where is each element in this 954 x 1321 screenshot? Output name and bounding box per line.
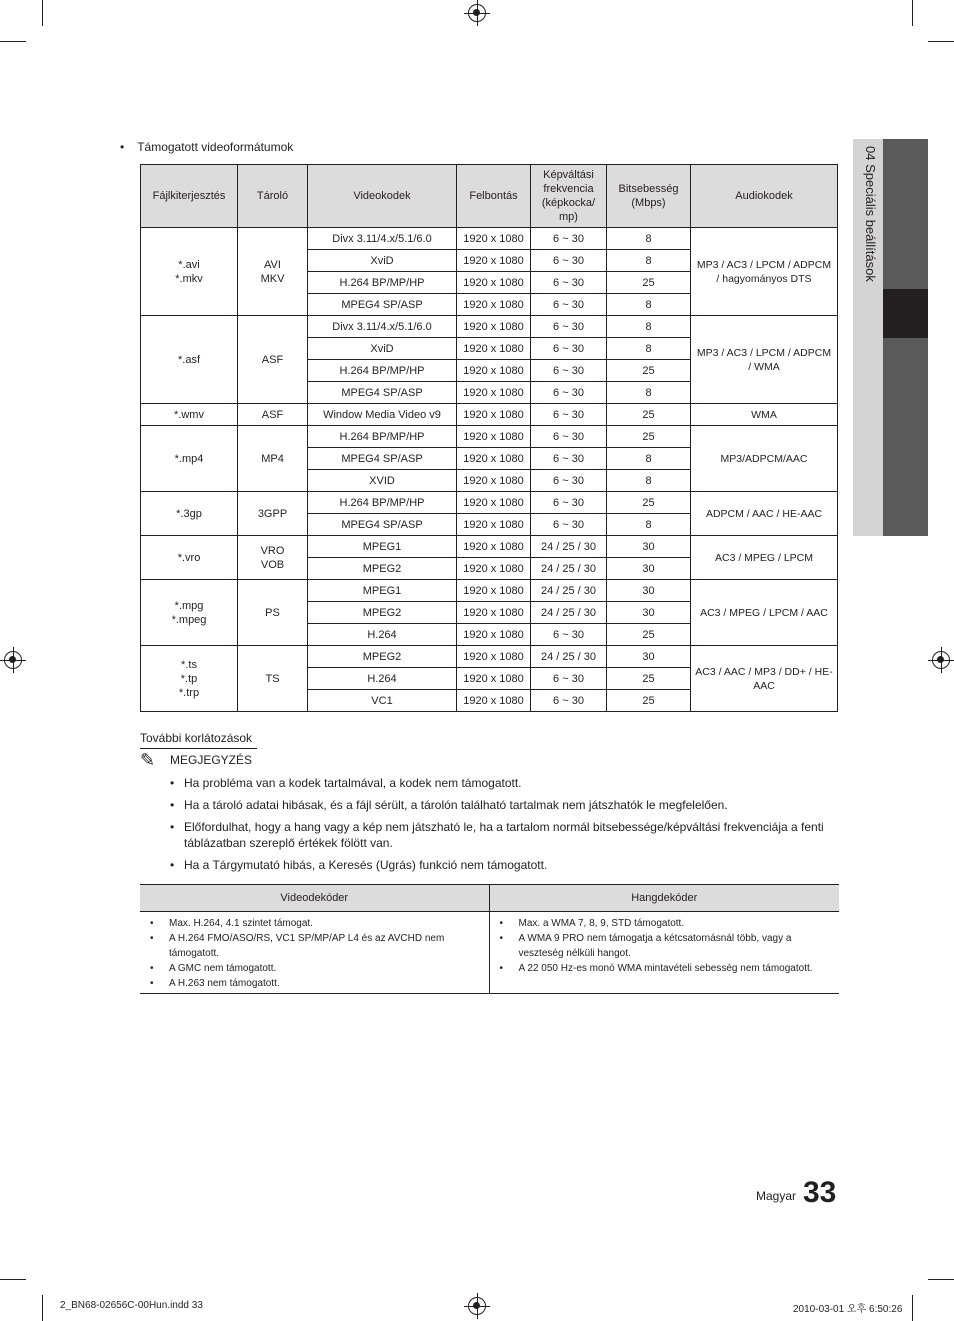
list-item <box>148 931 481 961</box>
bitrate-cell: 25 <box>607 624 691 646</box>
registration-mark-icon <box>468 1297 486 1315</box>
bitrate-cell: 25 <box>607 492 691 514</box>
audio-codec-cell: MP3 / AC3 / LPCM / ADPCM / hagyományos DTS <box>691 228 838 316</box>
resolution-cell: 1920 x 1080 <box>457 602 531 624</box>
resolution-cell: 1920 x 1080 <box>457 580 531 602</box>
bitrate-cell: 30 <box>607 580 691 602</box>
column-header: Tároló <box>238 165 308 228</box>
video-formats-table <box>140 164 838 712</box>
bitrate-cell: 25 <box>607 690 691 712</box>
column-header: Képváltási frekvencia (képkocka/ mp) <box>531 165 607 228</box>
table-row <box>141 646 838 668</box>
table-row <box>141 580 838 602</box>
table-row <box>141 316 838 338</box>
container-cell: ASF <box>238 316 308 404</box>
crop-mark <box>0 1279 26 1280</box>
bitrate-cell: 25 <box>607 360 691 382</box>
chapter-tab-band <box>883 338 928 536</box>
bitrate-cell: 30 <box>607 536 691 558</box>
extension-cell: *.mpg *.mpeg <box>141 580 238 646</box>
list-item <box>498 916 832 931</box>
container-cell: 3GPP <box>238 492 308 536</box>
container-cell: MP4 <box>238 426 308 492</box>
list-item <box>498 931 832 961</box>
note-text: Ha a tároló adatai hibásak, és a fájl sérült, a tárolón található tartalmak nem játszhatók le megfelelően. <box>184 798 728 812</box>
item-text: Max. H.264, 4.1 szintet támogat. <box>169 918 313 929</box>
video-codec-cell: Divx 3.11/4.x/5.1/6.0 <box>308 316 457 338</box>
resolution-cell: 1920 x 1080 <box>457 360 531 382</box>
frame-rate-cell: 6 ~ 30 <box>531 470 607 492</box>
bitrate-cell: 8 <box>607 294 691 316</box>
video-codec-cell: MPEG1 <box>308 580 457 602</box>
resolution-cell: 1920 x 1080 <box>457 470 531 492</box>
bitrate-cell: 30 <box>607 558 691 580</box>
note-text: Ha probléma van a kodek tartalmával, a kodek nem támogatott. <box>184 776 522 790</box>
frame-rate-cell: 6 ~ 30 <box>531 426 607 448</box>
bitrate-cell: 8 <box>607 316 691 338</box>
frame-rate-cell: 24 / 25 / 30 <box>531 580 607 602</box>
table-header-row <box>141 165 838 228</box>
video-codec-cell: XviD <box>308 250 457 272</box>
audio-codec-cell: AC3 / MPEG / LPCM <box>691 536 838 580</box>
item-text: A H.263 nem támogatott. <box>169 978 280 989</box>
bullet-icon: • <box>150 918 154 929</box>
bitrate-cell: 25 <box>607 272 691 294</box>
registration-mark-icon <box>468 4 486 22</box>
note-label: MEGJEGYZÉS <box>170 753 253 767</box>
resolution-cell: 1920 x 1080 <box>457 404 531 426</box>
column-header: Videodekóder <box>140 885 489 912</box>
video-codec-cell: H.264 <box>308 668 457 690</box>
list-item <box>498 961 832 976</box>
table-row <box>140 912 839 994</box>
extension-cell: *.asf <box>141 316 238 404</box>
list-item <box>170 857 830 873</box>
bitrate-cell: 8 <box>607 448 691 470</box>
video-codec-cell: Window Media Video v9 <box>308 404 457 426</box>
resolution-cell: 1920 x 1080 <box>457 316 531 338</box>
bullet-icon: • <box>150 963 154 974</box>
video-codec-cell: H.264 BP/MP/HP <box>308 360 457 382</box>
frame-rate-cell: 6 ~ 30 <box>531 668 607 690</box>
bitrate-cell: 8 <box>607 250 691 272</box>
resolution-cell: 1920 x 1080 <box>457 536 531 558</box>
section-title: További korlátozások <box>140 731 253 745</box>
extension-cell: *.vro <box>141 536 238 580</box>
frame-rate-cell: 6 ~ 30 <box>531 624 607 646</box>
bitrate-cell: 30 <box>607 602 691 624</box>
bitrate-cell: 25 <box>607 426 691 448</box>
registration-mark-icon <box>932 651 950 669</box>
frame-rate-cell: 6 ~ 30 <box>531 404 607 426</box>
page-number: 33 <box>803 1176 837 1209</box>
resolution-cell: 1920 x 1080 <box>457 690 531 712</box>
extension-cell: *.ts *.tp *.trp <box>141 646 238 712</box>
audio-codec-cell: AC3 / MPEG / LPCM / AAC <box>691 580 838 646</box>
bitrate-cell: 25 <box>607 668 691 690</box>
frame-rate-cell: 24 / 25 / 30 <box>531 602 607 624</box>
bullet-icon: • <box>499 933 504 944</box>
video-codec-cell: H.264 <box>308 624 457 646</box>
crop-mark <box>928 41 954 42</box>
container-cell: TS <box>238 646 308 712</box>
video-codec-cell: Divx 3.11/4.x/5.1/6.0 <box>308 228 457 250</box>
bitrate-cell: 30 <box>607 646 691 668</box>
bullet-icon: • <box>499 918 504 929</box>
resolution-cell: 1920 x 1080 <box>457 382 531 404</box>
item-text: A 22 050 Hz-es monó WMA mintavételi sebesség nem támogatott. <box>518 963 813 974</box>
pencil-note-icon: ✎ <box>140 750 156 770</box>
item-text: A GMC nem támogatott. <box>169 963 277 974</box>
container-cell: PS <box>238 580 308 646</box>
resolution-cell: 1920 x 1080 <box>457 338 531 360</box>
formats-intro-text: Támogatott videoformátumok <box>137 140 294 154</box>
video-codec-cell: MPEG2 <box>308 602 457 624</box>
print-slug-datetime: 2010-03-01 오후 6:50:26 <box>793 1304 903 1315</box>
video-codec-cell: MPEG4 SP/ASP <box>308 514 457 536</box>
table-header-row <box>140 885 839 912</box>
notes-list <box>170 775 830 879</box>
table-row <box>141 404 838 426</box>
frame-rate-cell: 6 ~ 30 <box>531 272 607 294</box>
note-text: Előfordulhat, hogy a hang vagy a kép nem játszható le, ha a tartalom normál bitsebessége/képváltási frekvenciája a fenti táblázatban szereplő értékek fölött van. <box>184 820 824 850</box>
chapter-tab-band <box>883 139 928 289</box>
column-header: Bitsebesség (Mbps) <box>607 165 691 228</box>
frame-rate-cell: 24 / 25 / 30 <box>531 646 607 668</box>
bullet-icon: • <box>499 963 504 974</box>
resolution-cell: 1920 x 1080 <box>457 624 531 646</box>
column-header: Fájlkiterjesztés <box>141 165 238 228</box>
item-text: Max. a WMA 7, 8, 9, STD támogatott. <box>518 918 685 929</box>
bitrate-cell: 8 <box>607 382 691 404</box>
video-codec-cell: XVID <box>308 470 457 492</box>
extension-cell: *.3gp <box>141 492 238 536</box>
bullet-icon: • <box>120 140 125 154</box>
video-codec-cell: H.264 BP/MP/HP <box>308 492 457 514</box>
registration-mark-icon <box>4 651 22 669</box>
video-codec-cell: MPEG2 <box>308 558 457 580</box>
bitrate-cell: 8 <box>607 228 691 250</box>
resolution-cell: 1920 x 1080 <box>457 558 531 580</box>
bullet-icon: • <box>170 820 175 834</box>
item-text: A H.264 FMO/ASO/RS, VC1 SP/MP/AP L4 és az AVCHD nem támogatott. <box>169 933 445 959</box>
extension-cell: *.mp4 <box>141 426 238 492</box>
resolution-cell: 1920 x 1080 <box>457 228 531 250</box>
video-codec-cell: MPEG2 <box>308 646 457 668</box>
frame-rate-cell: 24 / 25 / 30 <box>531 536 607 558</box>
extension-cell: *.wmv <box>141 404 238 426</box>
frame-rate-cell: 6 ~ 30 <box>531 492 607 514</box>
table-row <box>141 492 838 514</box>
crop-mark <box>928 1279 954 1280</box>
list-item <box>170 819 830 851</box>
bullet-icon: • <box>170 798 175 812</box>
audio-codec-cell: ADPCM / AAC / HE-AAC <box>691 492 838 536</box>
footer-language: Magyar <box>756 1189 797 1203</box>
list-item <box>170 775 830 791</box>
video-decoder-cell <box>140 912 489 994</box>
frame-rate-cell: 6 ~ 30 <box>531 228 607 250</box>
resolution-cell: 1920 x 1080 <box>457 448 531 470</box>
table-row <box>141 536 838 558</box>
bitrate-cell: 8 <box>607 514 691 536</box>
frame-rate-cell: 6 ~ 30 <box>531 294 607 316</box>
bullet-icon: • <box>150 933 154 944</box>
frame-rate-cell: 24 / 25 / 30 <box>531 558 607 580</box>
table-row <box>141 426 838 448</box>
list-item <box>148 976 481 991</box>
crop-mark <box>42 1295 43 1321</box>
video-codec-cell: VC1 <box>308 690 457 712</box>
chapter-title: 04 Speciális beállítások <box>863 146 878 282</box>
formats-intro <box>120 140 293 154</box>
video-codec-cell: XviD <box>308 338 457 360</box>
note-text: Ha a Tárgymutató hibás, a Keresés (Ugrás) funkció nem támogatott. <box>184 858 548 872</box>
bitrate-cell: 8 <box>607 338 691 360</box>
bitrate-cell: 8 <box>607 470 691 492</box>
resolution-cell: 1920 x 1080 <box>457 294 531 316</box>
chapter-tab-active-marker <box>883 289 928 338</box>
resolution-cell: 1920 x 1080 <box>457 514 531 536</box>
frame-rate-cell: 6 ~ 30 <box>531 316 607 338</box>
audio-codec-cell: MP3 / AC3 / LPCM / ADPCM / WMA <box>691 316 838 404</box>
table-row <box>141 228 838 250</box>
list-item <box>170 797 830 813</box>
crop-mark <box>912 1295 913 1321</box>
column-header: Hangdekóder <box>489 885 839 912</box>
decoder-table <box>140 884 839 994</box>
frame-rate-cell: 6 ~ 30 <box>531 690 607 712</box>
crop-mark <box>0 41 26 42</box>
container-cell: ASF <box>238 404 308 426</box>
container-cell: VRO VOB <box>238 536 308 580</box>
frame-rate-cell: 6 ~ 30 <box>531 448 607 470</box>
bullet-icon: • <box>150 978 154 989</box>
frame-rate-cell: 6 ~ 30 <box>531 360 607 382</box>
extension-cell: *.avi *.mkv <box>141 228 238 316</box>
item-text: A WMA 9 PRO nem támogatja a kétcsatornásnál több, vagy a veszteség nélküli hangot. <box>518 933 792 959</box>
list-item <box>148 961 481 976</box>
audio-codec-cell: AC3 / AAC / MP3 / DD+ / HE-AAC <box>691 646 838 712</box>
video-codec-cell: H.264 BP/MP/HP <box>308 426 457 448</box>
audio-codec-cell: MP3/ADPCM/AAC <box>691 426 838 492</box>
audio-codec-cell: WMA <box>691 404 838 426</box>
bullet-icon: • <box>170 776 175 790</box>
video-codec-cell: H.264 BP/MP/HP <box>308 272 457 294</box>
column-header: Audiokodek <box>691 165 838 228</box>
video-codec-cell: MPEG1 <box>308 536 457 558</box>
video-codec-cell: MPEG4 SP/ASP <box>308 448 457 470</box>
resolution-cell: 1920 x 1080 <box>457 646 531 668</box>
crop-mark <box>42 0 43 26</box>
resolution-cell: 1920 x 1080 <box>457 426 531 448</box>
crop-mark <box>912 0 913 26</box>
column-header: Felbontás <box>457 165 531 228</box>
resolution-cell: 1920 x 1080 <box>457 250 531 272</box>
section-title-underline <box>140 748 257 749</box>
audio-decoder-cell <box>489 912 839 994</box>
list-item <box>148 916 481 931</box>
frame-rate-cell: 6 ~ 30 <box>531 250 607 272</box>
video-codec-cell: MPEG4 SP/ASP <box>308 294 457 316</box>
bullet-icon: • <box>170 858 175 872</box>
frame-rate-cell: 6 ~ 30 <box>531 338 607 360</box>
frame-rate-cell: 6 ~ 30 <box>531 382 607 404</box>
print-slug-file: 2_BN68-02656C-00Hun.indd 33 <box>60 1300 203 1311</box>
resolution-cell: 1920 x 1080 <box>457 668 531 690</box>
video-codec-cell: MPEG4 SP/ASP <box>308 382 457 404</box>
resolution-cell: 1920 x 1080 <box>457 492 531 514</box>
frame-rate-cell: 6 ~ 30 <box>531 514 607 536</box>
column-header: Videokodek <box>308 165 457 228</box>
bitrate-cell: 25 <box>607 404 691 426</box>
container-cell: AVI MKV <box>238 228 308 316</box>
resolution-cell: 1920 x 1080 <box>457 272 531 294</box>
